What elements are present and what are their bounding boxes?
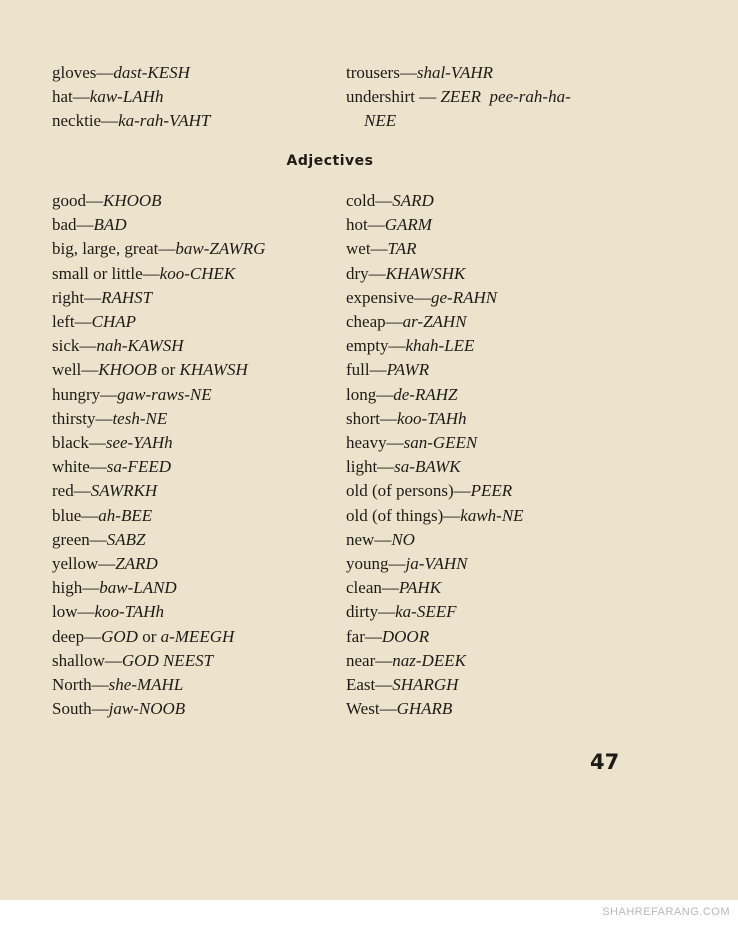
english-word: empty bbox=[346, 336, 389, 356]
pronunciation: ah-BEE bbox=[98, 505, 153, 525]
pronunciation: nah-KAWSH bbox=[96, 336, 184, 356]
pronunciation: see-YAHh bbox=[105, 433, 173, 453]
english-word: cold bbox=[346, 191, 376, 210]
pronunciation: shal-VAHR bbox=[416, 63, 493, 82]
dash: — bbox=[101, 111, 119, 131]
english-word: well bbox=[52, 360, 82, 380]
english-word: red bbox=[52, 481, 74, 501]
pronunciation: GHARB bbox=[396, 699, 453, 719]
vocab-entry bbox=[346, 576, 524, 600]
dash: — bbox=[376, 384, 394, 404]
english-word: far bbox=[346, 626, 365, 646]
pronunciation: SABZ bbox=[106, 529, 146, 549]
pronunciation: gaw-raws-NE bbox=[117, 384, 212, 404]
english-word: deep bbox=[52, 626, 85, 646]
english-word: high bbox=[52, 578, 83, 598]
vocab-entry bbox=[52, 479, 265, 503]
english-word: long bbox=[346, 384, 377, 404]
dash: — bbox=[79, 336, 97, 356]
english-word: necktie bbox=[52, 111, 102, 131]
dash: — bbox=[88, 433, 106, 453]
dash: — bbox=[386, 433, 404, 453]
english-word: dry bbox=[346, 263, 369, 283]
vocab-entry bbox=[52, 600, 265, 624]
english-word: good bbox=[52, 191, 86, 210]
pronunciation: ZARD bbox=[115, 554, 158, 574]
page-number: 47 bbox=[590, 750, 620, 774]
dash: — bbox=[453, 481, 471, 501]
english-word: blue bbox=[52, 505, 82, 525]
english-word: hungry bbox=[52, 384, 101, 404]
english-word: North bbox=[52, 675, 92, 695]
english-word: low bbox=[52, 602, 78, 622]
dash: — bbox=[74, 312, 92, 332]
english-word: new bbox=[346, 529, 375, 549]
or-connector: or bbox=[156, 360, 180, 380]
pronunciation: naz-DEEK bbox=[392, 650, 466, 670]
dash: — bbox=[98, 554, 116, 574]
dash: — bbox=[142, 263, 160, 283]
dash: — bbox=[96, 63, 114, 82]
vocab-entry bbox=[52, 286, 265, 310]
dash: — bbox=[89, 457, 107, 477]
dash: — bbox=[367, 215, 385, 235]
vocab-entry bbox=[52, 576, 265, 600]
pronunciation: kawh-NE bbox=[460, 505, 524, 525]
dash: — bbox=[413, 287, 431, 307]
vocab-entry bbox=[346, 213, 524, 237]
pronunciation: SARD bbox=[392, 191, 434, 210]
pronunciation: GOD bbox=[101, 626, 138, 646]
vocab-entry bbox=[346, 310, 524, 334]
pronunciation: she-MAHL bbox=[108, 675, 184, 695]
english-word: hot bbox=[346, 215, 368, 235]
dash: — bbox=[81, 505, 99, 525]
vocab-entry bbox=[346, 407, 524, 431]
pronunciation: koo-TAHh bbox=[397, 408, 467, 428]
pronunciation: PAHK bbox=[398, 578, 442, 598]
english-word: right bbox=[52, 287, 85, 307]
pronunciation: koo-TAHh bbox=[94, 602, 165, 622]
pronunciation: koo-CHEK bbox=[159, 263, 236, 283]
english-word: dirty bbox=[346, 602, 379, 622]
vocab-entry bbox=[346, 552, 524, 576]
pronunciation: GOD NEEST bbox=[121, 650, 214, 670]
vocab-entry bbox=[52, 625, 265, 649]
vocab-entry bbox=[52, 189, 265, 213]
clothing-list-left bbox=[52, 61, 210, 134]
dash: — bbox=[89, 529, 107, 549]
english-word: heavy bbox=[346, 433, 387, 453]
english-word: yellow bbox=[52, 554, 99, 574]
english-word: clean bbox=[346, 578, 382, 598]
vocab-entry bbox=[346, 625, 524, 649]
english-word: East bbox=[346, 675, 376, 695]
pronunciation: dast-KESH bbox=[113, 63, 190, 82]
english-word: gloves bbox=[52, 63, 97, 82]
vocab-entry bbox=[52, 334, 265, 358]
dash: — bbox=[399, 63, 417, 82]
vocab-entry bbox=[346, 649, 524, 673]
pronunciation: RAHST bbox=[101, 287, 153, 307]
dash: — bbox=[91, 675, 109, 695]
english-word: wet bbox=[346, 239, 371, 259]
vocab-entry bbox=[52, 455, 265, 479]
vocab-entry bbox=[52, 310, 265, 334]
english-word: thirsty bbox=[52, 408, 96, 428]
pronunciation: NO bbox=[391, 529, 415, 549]
vocab-entry bbox=[346, 697, 524, 721]
dash: — bbox=[100, 384, 118, 404]
or-connector: or bbox=[137, 626, 161, 646]
pronunciation: jaw-NOOB bbox=[108, 699, 186, 719]
dash: — bbox=[84, 626, 102, 646]
pronunciation: sa-FEED bbox=[106, 457, 171, 477]
vocab-entry bbox=[52, 431, 265, 455]
english-word: light bbox=[346, 457, 378, 477]
vocab-entry bbox=[52, 262, 265, 286]
dash: — bbox=[375, 650, 393, 670]
pronunciation: SHARGH bbox=[392, 675, 459, 695]
english-word: old (of things) bbox=[346, 505, 444, 525]
dash: — bbox=[81, 360, 99, 380]
pronunciation: de-RAHZ bbox=[393, 384, 458, 404]
vocab-entry bbox=[346, 528, 524, 552]
dash: — bbox=[82, 578, 100, 598]
dash: — bbox=[380, 408, 397, 428]
vocab-entry bbox=[346, 479, 524, 503]
vocab-entry-hat bbox=[52, 85, 210, 109]
pronunciation: KHAWSHK bbox=[385, 263, 466, 283]
adjectives-list-left bbox=[52, 189, 265, 721]
vocab-entry-necktie bbox=[52, 109, 210, 133]
dash: — bbox=[91, 699, 109, 719]
vocab-entry bbox=[346, 237, 524, 261]
dash: — bbox=[385, 312, 403, 332]
pronunciation: PAWR bbox=[386, 360, 430, 380]
vocab-entry-gloves bbox=[52, 61, 210, 85]
dash: — bbox=[86, 191, 103, 210]
english-word: trousers bbox=[346, 63, 400, 82]
pronunciation: CHAP bbox=[91, 312, 137, 332]
english-word: old (of persons) bbox=[346, 481, 454, 501]
pronunciation: KHOOB bbox=[103, 191, 162, 210]
vocab-entry bbox=[52, 649, 265, 673]
vocab-entry bbox=[346, 673, 524, 697]
english-word: small or little bbox=[52, 263, 143, 283]
dash: — bbox=[388, 554, 406, 574]
pronunciation: khah-LEE bbox=[405, 336, 475, 356]
clothing-list-right bbox=[346, 61, 571, 134]
vocab-entry bbox=[346, 189, 524, 213]
dash: — bbox=[377, 457, 395, 477]
english-word: black bbox=[52, 433, 89, 453]
vocab-entry bbox=[52, 213, 265, 237]
english-word: young bbox=[346, 554, 389, 574]
pronunciation: NEE bbox=[364, 111, 397, 131]
vocab-entry bbox=[346, 504, 524, 528]
dash: — bbox=[374, 529, 392, 549]
dash: — bbox=[375, 675, 393, 695]
pronunciation: GARM bbox=[384, 215, 432, 235]
vocab-entry bbox=[52, 383, 265, 407]
dash: — bbox=[73, 481, 91, 501]
pronunciation: TAR bbox=[387, 239, 417, 259]
dash: — bbox=[379, 699, 397, 719]
pronunciation-alt: KHAWSH bbox=[179, 360, 248, 380]
vocab-entry bbox=[346, 431, 524, 455]
dash: — bbox=[368, 263, 386, 283]
english-word: green bbox=[52, 529, 90, 549]
english-word: short bbox=[346, 408, 380, 428]
vocab-entry bbox=[52, 358, 265, 382]
pronunciation: baw-ZAWRG bbox=[175, 239, 266, 259]
vocab-entry bbox=[346, 455, 524, 479]
dash: — bbox=[104, 650, 122, 670]
english-word: white bbox=[52, 457, 90, 477]
section-heading: Adjectives bbox=[286, 153, 374, 169]
dash: — bbox=[414, 87, 441, 107]
pronunciation: KHOOB bbox=[98, 360, 157, 380]
vocab-entry bbox=[346, 262, 524, 286]
vocab-entry bbox=[346, 334, 524, 358]
english-word: undershirt bbox=[346, 87, 415, 107]
pronunciation: baw-LAND bbox=[99, 578, 177, 598]
vocab-entry-undershirt bbox=[346, 85, 571, 109]
english-word: expensive bbox=[346, 287, 414, 307]
vocab-entry bbox=[346, 383, 524, 407]
vocab-entry-trousers bbox=[346, 61, 571, 85]
vocab-entry bbox=[346, 600, 524, 624]
pronunciation: SAWRKH bbox=[90, 481, 158, 501]
vocab-entry bbox=[52, 237, 265, 261]
dash: — bbox=[370, 239, 388, 259]
dash: — bbox=[378, 602, 396, 622]
english-word: South bbox=[52, 699, 92, 719]
pronunciation: ar-ZAHN bbox=[402, 312, 467, 332]
adjectives-list-right bbox=[346, 189, 524, 721]
dash: — bbox=[72, 87, 90, 107]
dash: — bbox=[77, 602, 95, 622]
dash: — bbox=[388, 336, 406, 356]
vocab-entry bbox=[52, 697, 265, 721]
pronunciation: ge-RAHN bbox=[430, 287, 498, 307]
vocab-entry bbox=[52, 673, 265, 697]
vocab-entry bbox=[52, 552, 265, 576]
pronunciation: sa-BAWK bbox=[394, 457, 461, 477]
dash: — bbox=[158, 239, 176, 259]
dash: — bbox=[76, 215, 94, 235]
vocab-entry bbox=[346, 358, 524, 382]
dash: — bbox=[369, 360, 387, 380]
pronunciation: ka-SEEF bbox=[395, 602, 457, 622]
dash: — bbox=[84, 287, 102, 307]
vocab-entry bbox=[52, 407, 265, 431]
dash: — bbox=[375, 191, 393, 210]
english-word: shallow bbox=[52, 650, 105, 670]
pronunciation: DOOR bbox=[381, 626, 430, 646]
pronunciation-alt: a-MEEGH bbox=[160, 626, 235, 646]
vocab-entry bbox=[52, 528, 265, 552]
dash: — bbox=[95, 408, 113, 428]
pronunciation: san-GEEN bbox=[403, 433, 478, 453]
english-word: West bbox=[346, 699, 380, 719]
dash: — bbox=[381, 578, 399, 598]
english-word: left bbox=[52, 312, 75, 332]
watermark: SHAHREFARANG.COM bbox=[602, 906, 730, 918]
vocab-entry bbox=[346, 286, 524, 310]
pronunciation: ka-rah-VAHT bbox=[118, 111, 211, 131]
vocab-entry bbox=[52, 504, 265, 528]
pronunciation: tesh-NE bbox=[112, 408, 168, 428]
english-word: near bbox=[346, 650, 376, 670]
english-word: full bbox=[346, 360, 370, 380]
english-word: big, large, great bbox=[52, 239, 159, 259]
pronunciation: ZEER pee-rah-ha- bbox=[440, 87, 571, 107]
dash: — bbox=[443, 505, 461, 525]
english-word: hat bbox=[52, 87, 73, 107]
pronunciation: ja-VAHN bbox=[405, 554, 468, 574]
english-word: sick bbox=[52, 336, 80, 356]
pronunciation: PEER bbox=[470, 481, 513, 501]
pronunciation: kaw-LAHh bbox=[89, 87, 164, 107]
english-word: cheap bbox=[346, 312, 386, 332]
vocab-entry-undershirt-continued bbox=[346, 109, 571, 133]
english-word: bad bbox=[52, 215, 77, 235]
dash: — bbox=[364, 626, 382, 646]
pronunciation: BAD bbox=[93, 215, 127, 235]
